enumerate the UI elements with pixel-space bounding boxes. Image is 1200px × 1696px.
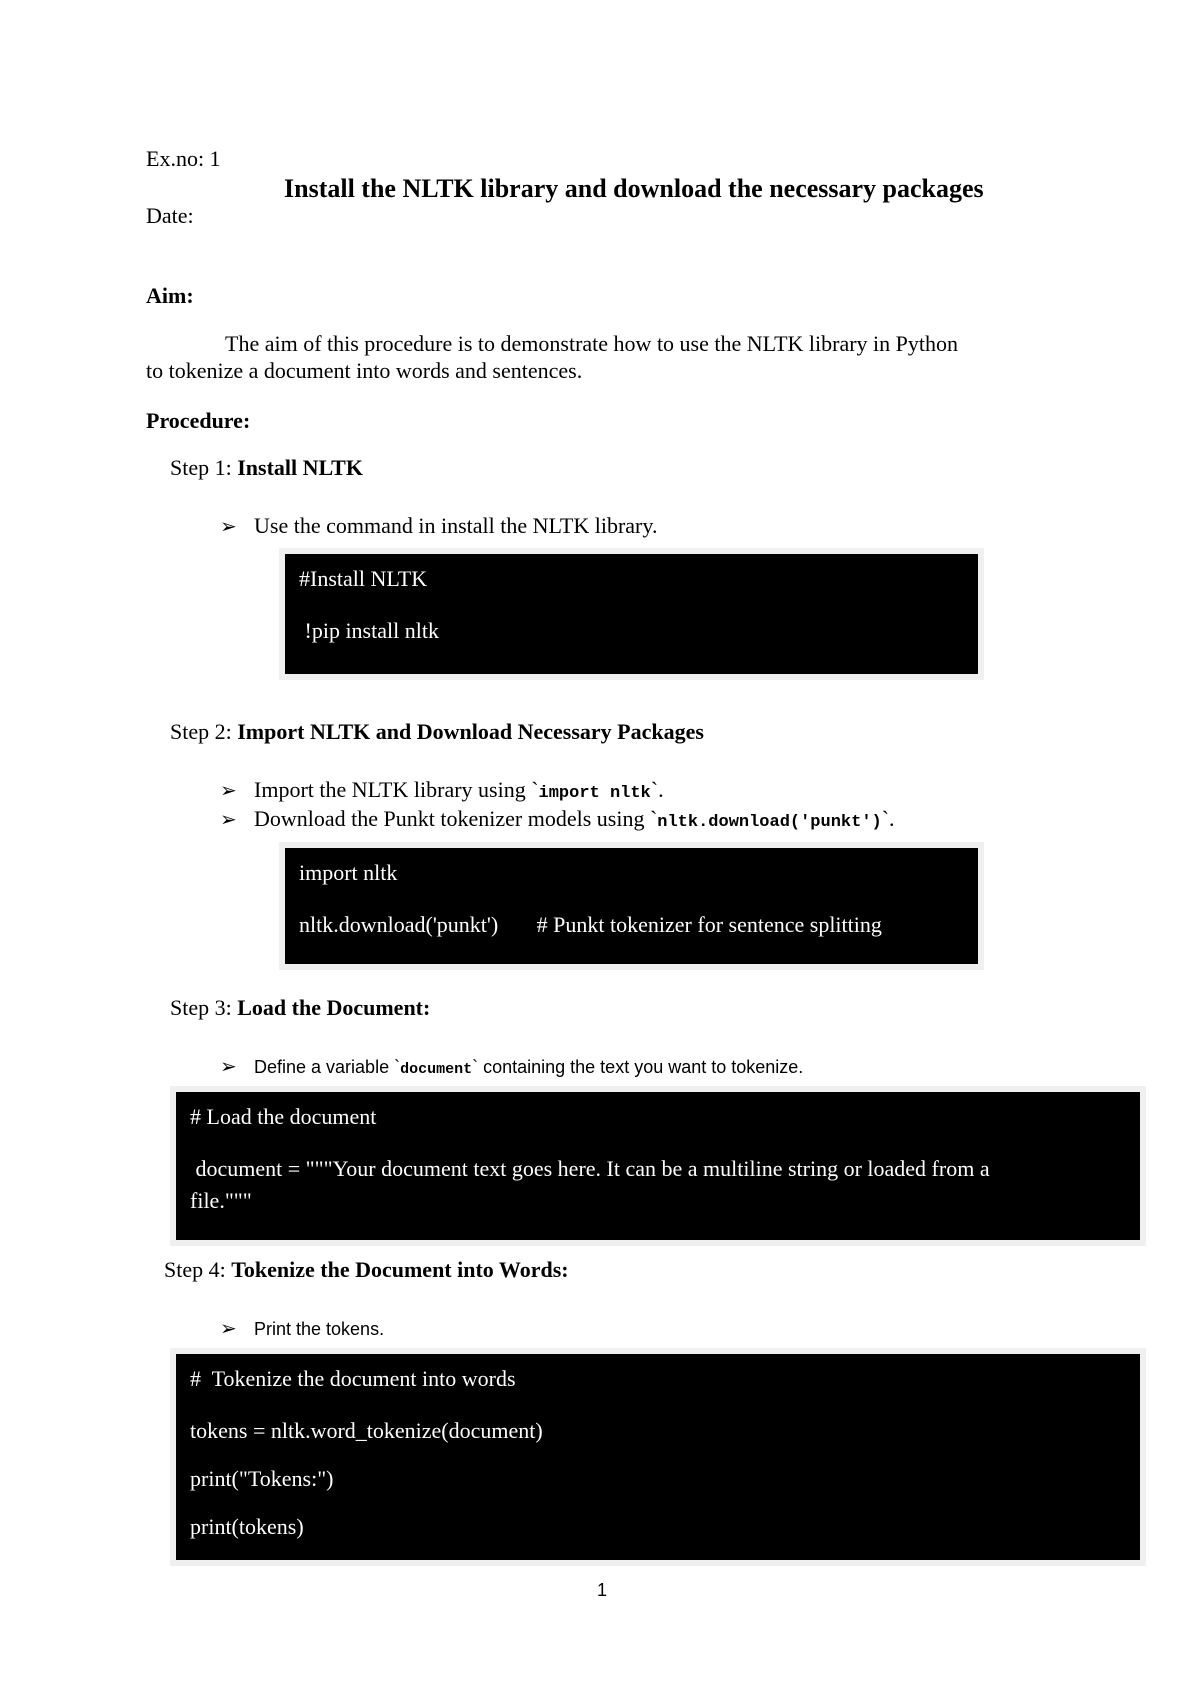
step-4-bullet xyxy=(220,1316,384,1340)
inline-code: import nltk xyxy=(538,784,651,803)
bullet-text: Print the tokens. xyxy=(254,1319,385,1339)
bullet-text-end: `. xyxy=(881,806,895,831)
bullet-text: Download the Punkt tokenizer models using ` xyxy=(254,806,658,831)
bullet-text: Import the NLTK library using ` xyxy=(254,777,539,802)
step-1-bullet xyxy=(220,513,657,539)
step-3-label: Step 3: xyxy=(170,995,238,1020)
page-number: 1 xyxy=(597,1580,608,1600)
code-block-document xyxy=(170,1086,1146,1246)
exercise-number: Ex.no: 1 xyxy=(146,146,221,171)
arrowhead-bullet-icon: ➢ xyxy=(220,807,237,831)
step-2-bullet-1 xyxy=(220,777,664,803)
arrowhead-bullet-icon: ➢ xyxy=(220,1316,237,1340)
step-2-heading xyxy=(170,719,704,745)
step-2-bullet-2 xyxy=(220,806,895,832)
code-line: file.""" xyxy=(190,1188,252,1213)
code-block-install xyxy=(279,548,984,680)
step-1-heading xyxy=(170,455,363,481)
step-1-title: Install NLTK xyxy=(237,455,363,480)
code-line: # Tokenize the document into words xyxy=(190,1366,516,1391)
step-3-bullet xyxy=(220,1054,803,1078)
code-line: # Load the document xyxy=(190,1104,377,1129)
code-line: nltk.download('punkt') # Punkt tokenizer for sentence splitting xyxy=(299,912,882,937)
inline-code: document xyxy=(400,1061,473,1078)
step-4-label: Step 4: xyxy=(164,1257,232,1282)
step-1-label: Step 1: xyxy=(170,455,238,480)
step-2-title: Import NLTK and Download Necessary Packages xyxy=(237,719,704,744)
code-line: document = """Your document text goes here. It can be a multiline string or loaded from a xyxy=(190,1156,990,1181)
procedure-heading: Procedure: xyxy=(146,408,251,433)
arrowhead-bullet-icon: ➢ xyxy=(220,778,237,802)
date-label: Date: xyxy=(146,203,194,228)
step-3-title: Load the Document: xyxy=(237,995,431,1020)
bullet-text: Define a variable ` xyxy=(254,1057,401,1077)
step-4-heading xyxy=(164,1257,569,1283)
code-line: !pip install nltk xyxy=(299,618,439,643)
aim-heading: Aim: xyxy=(146,283,194,308)
bullet-text-end: `. xyxy=(650,777,664,802)
bullet-text-end: ` containing the text you want to tokenize. xyxy=(472,1057,804,1077)
step-2-label: Step 2: xyxy=(170,719,238,744)
aim-text-line-1: The aim of this procedure is to demonstrate how to use the NLTK library in Python xyxy=(225,331,958,356)
step-3-heading xyxy=(170,995,430,1021)
aim-text-line-2: to tokenize a document into words and sentences. xyxy=(146,358,583,383)
page-title: Install the NLTK library and download the necessary packages xyxy=(284,174,984,203)
step-4-title: Tokenize the Document into Words: xyxy=(231,1257,569,1282)
code-line: tokens = nltk.word_tokenize(document) xyxy=(190,1418,543,1443)
code-line: #Install NLTK xyxy=(299,566,428,591)
code-line: print(tokens) xyxy=(190,1514,304,1539)
bullet-text: Use the command in install the NLTK library. xyxy=(254,513,658,538)
code-line: print("Tokens:") xyxy=(190,1466,334,1491)
code-block-tokenize xyxy=(170,1348,1146,1566)
arrowhead-bullet-icon: ➢ xyxy=(220,1054,237,1078)
arrowhead-bullet-icon: ➢ xyxy=(220,514,237,538)
code-block-import xyxy=(279,842,984,970)
code-line: import nltk xyxy=(299,860,398,885)
inline-code: nltk.download('punkt') xyxy=(657,813,882,832)
